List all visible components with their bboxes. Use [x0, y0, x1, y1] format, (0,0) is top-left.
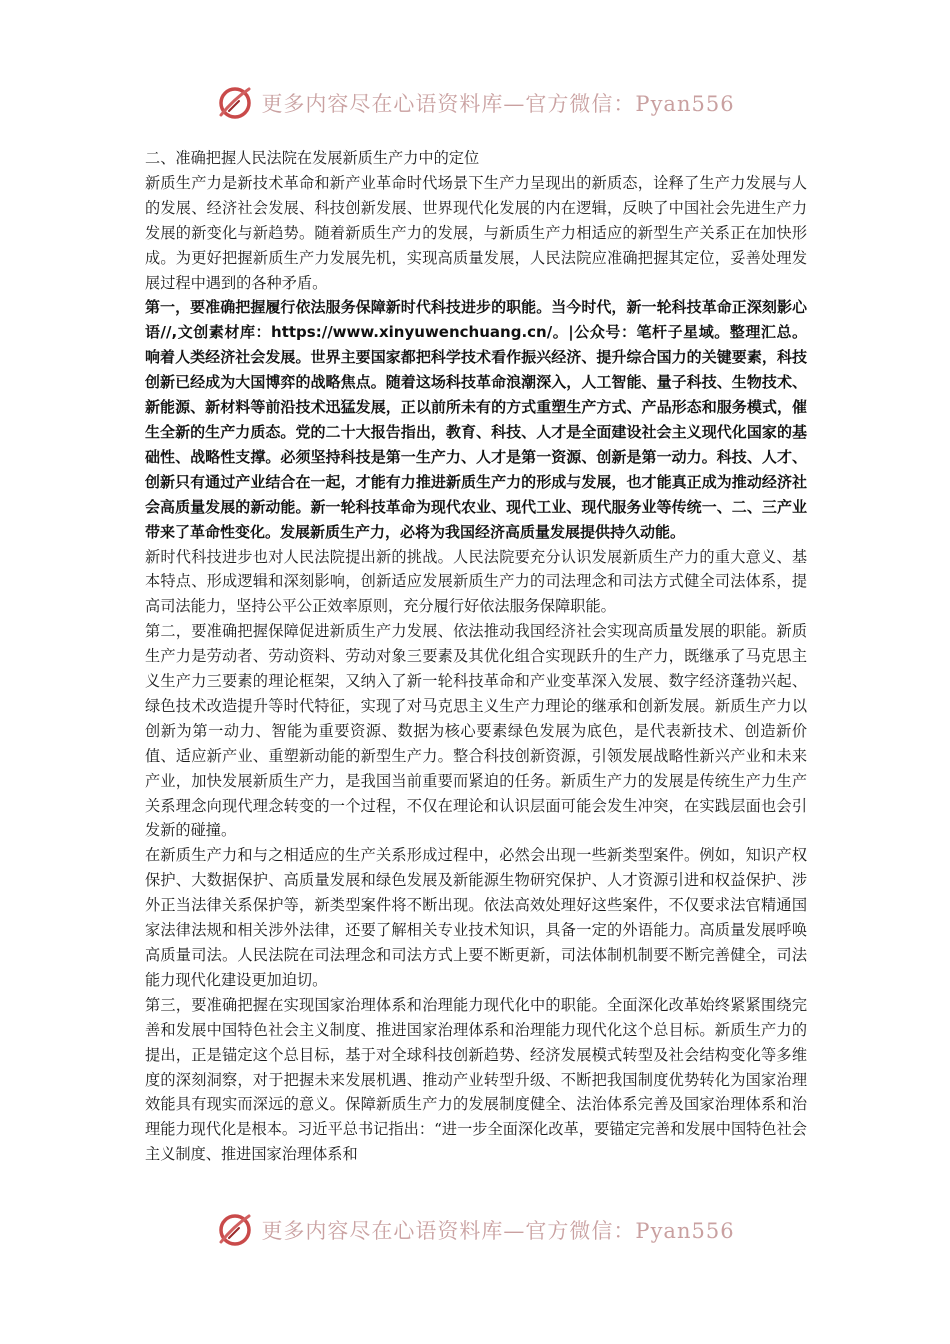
- document-body: [145, 146, 807, 1167]
- paragraph: 新时代科技进步也对人民法院提出新的挑战。人民法院要充分认识发展新质生产力的重大意义、基本特点、形成逻辑和深刻影响，创新适应发展新质生产力的司法理念和司法方式健全司法体系，提高司法能力，坚持公平公正效率原则，充分履行好依法服务保障职能。: [145, 547, 807, 616]
- watermark-text: 更多内容尽在心语资料库—官方微信：Pyan556: [261, 92, 735, 116]
- paragraph: 第三，要准确把握在实现国家治理体系和治理能力现代化中的职能。全面深化改革始终紧紧围绕完善和发展中国特色社会主义制度、推进国家治理体系和治理能力现代化这个总目标。新质生产力的提出，正是锚定这个总目标，基于对全球科技创新趋势、经济发展模式转型及社会结构变化等多维度的深刻洞察，对于把握未来发展机遇、推动产业转型升级、不断把我国制度优势转化为国家治理效能具有现实而深远的意义。保障新质生产力的发展制度健全、法治体系完善及国家治理体系和治理能力现代化是根本。习近平总书记指出：“进一步全面深化改革，要锚定完善和发展中国特色社会主义制度、推进国家治理体系和: [145, 995, 807, 1164]
- paragraph: 第二，要准确把握保障促进新质生产力发展、依法推动我国经济社会实现高质量发展的职能。新质生产力是劳动者、劳动资料、劳动对象三要素及其优化组合实现跃升的生产力，既继承了马克思主义生产力三要素的理论框架，又纳入了新一轮科技革命和产业变革深入发展、数字经济蓬勃兴起、绿色技术改造提升等时代特征，实现了对马克思主义生产力理论的继承和创新发展。新质生产力以创新为第一动力、智能为重要资源、数据为核心要素绿色发展为底色，是代表新技术、创造新价值、适应新产业、重塑新动能的新型生产力。整合科技创新资源，引领发展战略性新兴产业和未来产业，加快发展新质生产力，是我国当前重要而紧迫的任务。新质生产力的发展是传统生产力生产关系理念向现代理念转变的一个过程，不仅在理论和认识层面可能会发生冲突，在实践层面也会引发新的碰撞。: [145, 622, 807, 840]
- brush-logo-icon: [215, 83, 255, 123]
- paragraph: 在新质生产力和与之相适应的生产关系形成过程中，必然会出现一些新类型案件。例如，知识产权保护、大数据保护、高质量发展和绿色发展及新能源生物研究保护、人才资源引进和权益保护、涉外正当法律关系保护等，新类型案件将不断出现。依法高效处理好这些案件，不仅要求法官精通国家法律法规和相关涉外法律，还要了解相关专业技术知识，具备一定的外语能力。高质量发展呼唤高质量司法。人民法院在司法理念和司法方式上要不断更新，司法体制机制要不断完善健全，司法能力现代化建设更加迫切。: [145, 846, 807, 989]
- paragraph-bold: 第一，要准确把握履行依法服务保障新时代科技进步的职能。当今时代，新一轮科技革命正深刻影心语//,文创素材库：https://www.xinyuwenchuang.cn/。|公众号：笔杆子星域。整理汇总。响着人类经济社会发展。世界主要国家都把科学技术看作振兴经济、提升综合国力的关键要素，科技创新已经成为大国博弈的战略焦点。随着这场科技革命浪潮深入，人工智能、量子科技、生物技术、新能源、新材料等前沿技术迅猛发展，正以前所未有的方式重塑生产方式、产品形态和服务模式，催生全新的生产力质态。党的二十大报告指出，教育、科技、人才是全面建设社会主义现代化国家的基础性、战略性支撑。必须坚持科技是第一生产力、人才是第一资源、创新是第一动力。科技、人才、创新只有通过产业结合在一起，才能有力推进新质生产力的形成与发展，也才能真正成为推动经济社会高质量发展的新动能。新一轮科技革命为现代农业、现代工业、现代服务业等传统一、二、三产业带来了革命性变化。发展新质生产力，必将为我国经济高质量发展提供持久动能。: [145, 298, 807, 541]
- watermark-banner-top: [0, 78, 950, 128]
- watermark-text: 更多内容尽在心语资料库—官方微信：Pyan556: [261, 1219, 735, 1243]
- watermark-banner-bottom: [0, 1205, 950, 1255]
- paragraph: 新质生产力是新技术革命和新产业革命时代场景下生产力呈现出的新质态，诠释了生产力发展与人的发展、经济社会发展、科技创新发展、世界现代化发展的内在逻辑，反映了中国社会先进生产力发展的新变化与新趋势。随着新质生产力的发展，与新质生产力相适应的新型生产关系正在加快形成。为更好把握新质生产力发展先机，实现高质量发展，人民法院应准确把握其定位，妥善处理发展过程中遇到的各种矛盾。: [145, 173, 807, 292]
- section-heading: 二、准确把握人民法院在发展新质生产力中的定位: [145, 149, 480, 167]
- brush-logo-icon: [215, 1210, 255, 1250]
